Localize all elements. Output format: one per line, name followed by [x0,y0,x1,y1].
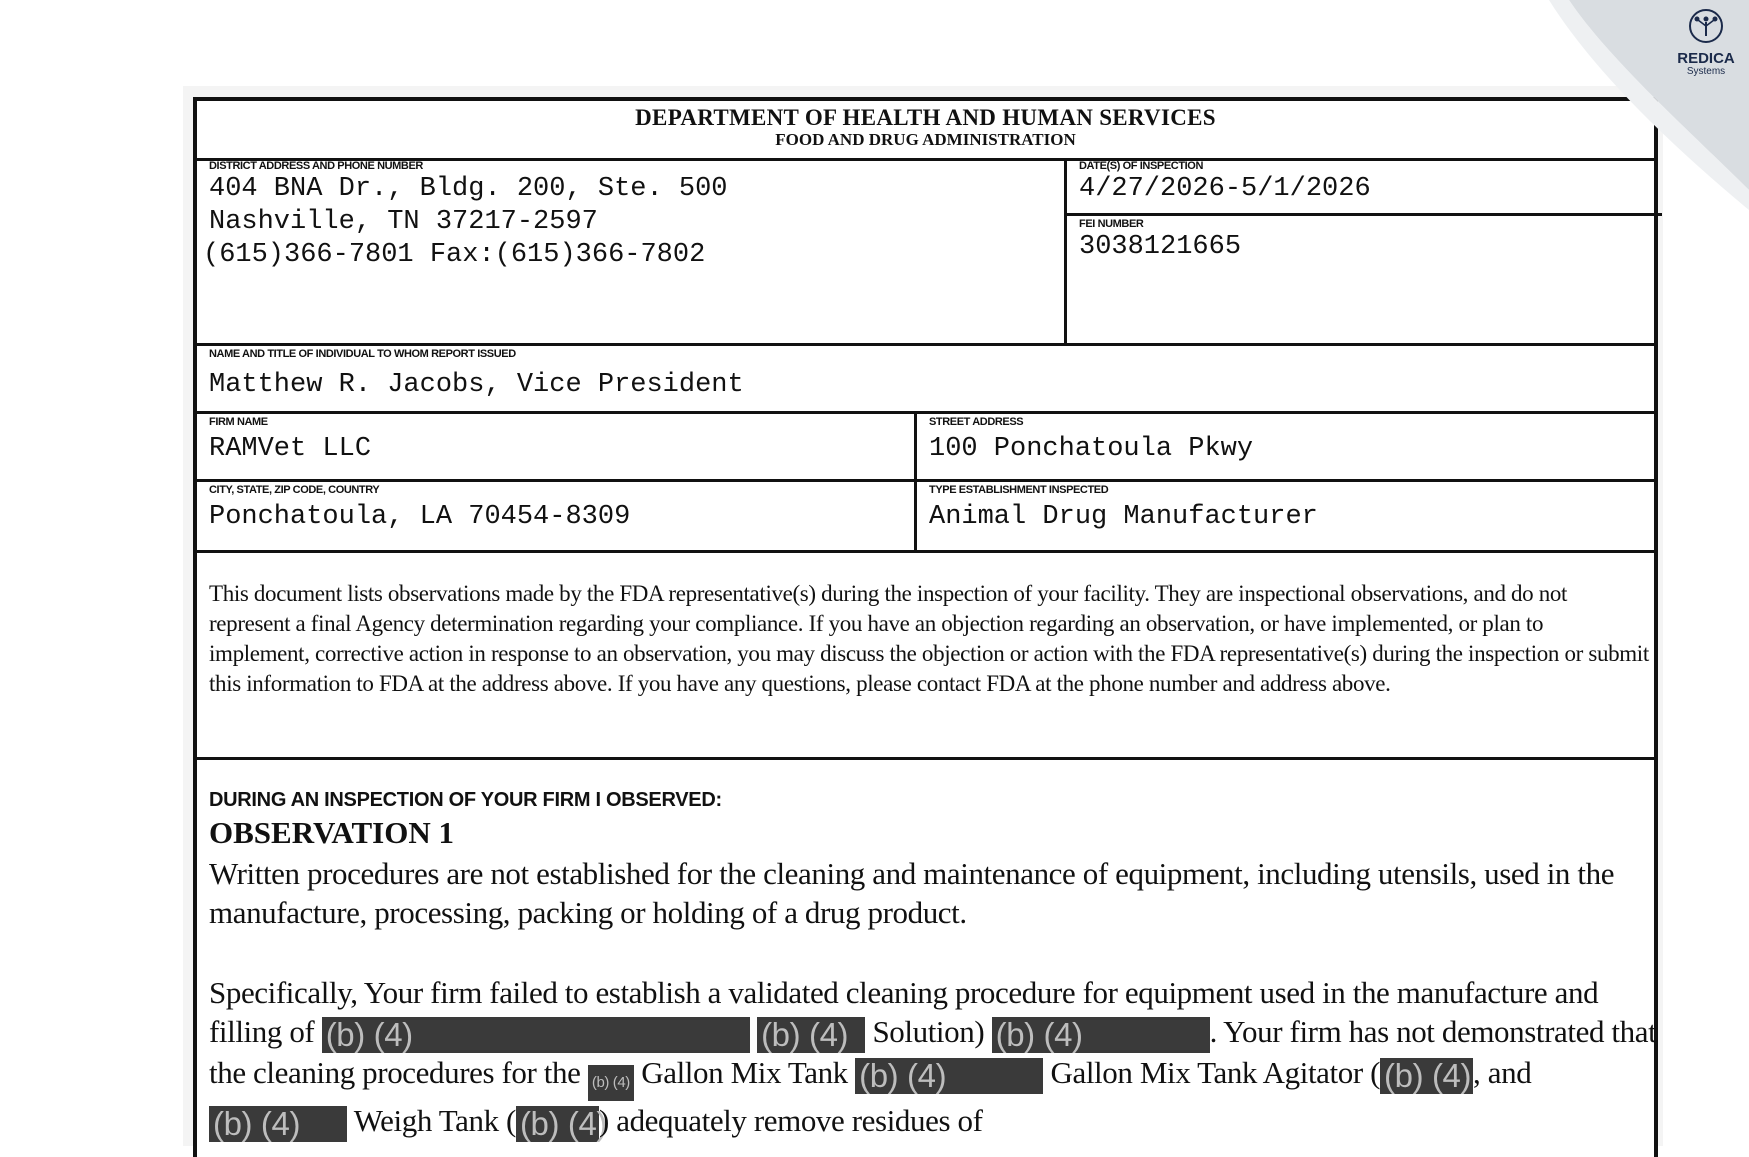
redaction-block: (b) (4) [588,1065,634,1101]
district-cell [197,158,1064,343]
spec-text: Solution) [872,1014,985,1049]
establishment-cell [917,482,1657,550]
molecule-tree-icon [1686,8,1726,44]
street-cell [917,414,1657,479]
redaction-block: (b) (4) [516,1106,599,1142]
form-header [197,101,1654,161]
city-cell [197,482,914,550]
city-value: Ponchatoula, LA 70454-8309 [209,502,631,532]
observation-text: Written procedures are not established for the cleaning and maintenance of equipment, including utensils, used in the manufacture, processing, packing or holding of a drug product. [209,856,1615,930]
fei-label: FEI NUMBER [1079,218,1144,230]
district-address-line1: 404 BNA Dr., Bldg. 200, Ste. 500 [209,174,728,204]
observed-heading: DURING AN INSPECTION OF YOUR FIRM I OBSERVED: [209,789,722,811]
spec-text: Gallon Mix Tank [641,1055,848,1090]
fei-value: 3038121665 [1079,232,1242,262]
redaction-block: (b) (4) [855,1058,1043,1094]
redaction-block: (b) (4) [1380,1058,1473,1094]
redica-logo [1671,8,1741,77]
individual-label: NAME AND TITLE OF INDIVIDUAL TO WHOM REPORT ISSUED [209,348,516,360]
observation-specifics [209,973,1659,1142]
inspection-dates-label: DATE(S) OF INSPECTION [1079,160,1204,172]
district-phone: (615)366-7801 Fax:(615)366-7802 [203,240,706,270]
inspection-dates-value: 4/27/2026-5/1/2026 [1079,174,1371,204]
redaction-block: (b) (4) [322,1017,750,1053]
spec-text: Specifically, Your firm failed to establish a validated cleaning procedure for equipment used in the manufacture and filling of [209,975,1599,1049]
firm-value: RAMVet LLC [209,434,372,464]
spec-text: . Your firm has not demonstrated that the cleaning procedures for the [209,1014,1657,1090]
fei-cell [1067,216,1657,343]
spec-text: Weigh Tank ( [353,1103,516,1138]
redaction-block: (b) (4) [209,1106,347,1142]
divider [197,757,1654,760]
district-label: DISTRICT ADDRESS AND PHONE NUMBER [209,160,423,172]
firm-label: FIRM NAME [209,416,268,428]
city-label: CITY, STATE, ZIP CODE, COUNTRY [209,484,380,496]
brand-sub: Systems [1686,66,1726,77]
spec-text: ) adequately remove residues of [598,1103,983,1138]
spec-text: Gallon Mix Tank Agitator ( [1050,1055,1381,1090]
brand-name: REDICA [1677,50,1735,67]
spec-text: , and [1473,1055,1532,1090]
redaction-block: (b) (4) [757,1017,865,1053]
individual-value: Matthew R. Jacobs, Vice President [209,370,744,400]
district-address-line2: Nashville, TN 37217-2597 [209,207,598,237]
fda-483-form [193,97,1658,1157]
firm-cell [197,414,914,479]
street-label: STREET ADDRESS [929,416,1024,428]
disclaimer-text: This document lists observations made by the FDA representative(s) during the inspection of your facility. They are inspectional observations, and do not represent a final Agency determination regarding your compliance. If you have an objection regarding an observation, or have implemented, or plan to implement, corrective action in response to an observation, you may discuss the objection or action with the FDA representative(s) during the inspection or submit this information to FDA at the address above. If you have any questions, please contact FDA at the phone number and address above. [209,581,1649,696]
department-title: DEPARTMENT OF HEALTH AND HUMAN SERVICES [635,105,1216,130]
divider [197,550,1654,553]
agency-title: FOOD AND DRUG ADMINISTRATION [775,130,1076,149]
redaction-block: (b) (4) [992,1017,1210,1053]
establishment-label: TYPE ESTABLISHMENT INSPECTED [929,484,1109,496]
individual-cell [197,346,1654,411]
observation-title: OBSERVATION 1 [209,815,454,850]
establishment-value: Animal Drug Manufacturer [929,502,1318,532]
street-value: 100 Ponchatoula Pkwy [929,434,1254,464]
